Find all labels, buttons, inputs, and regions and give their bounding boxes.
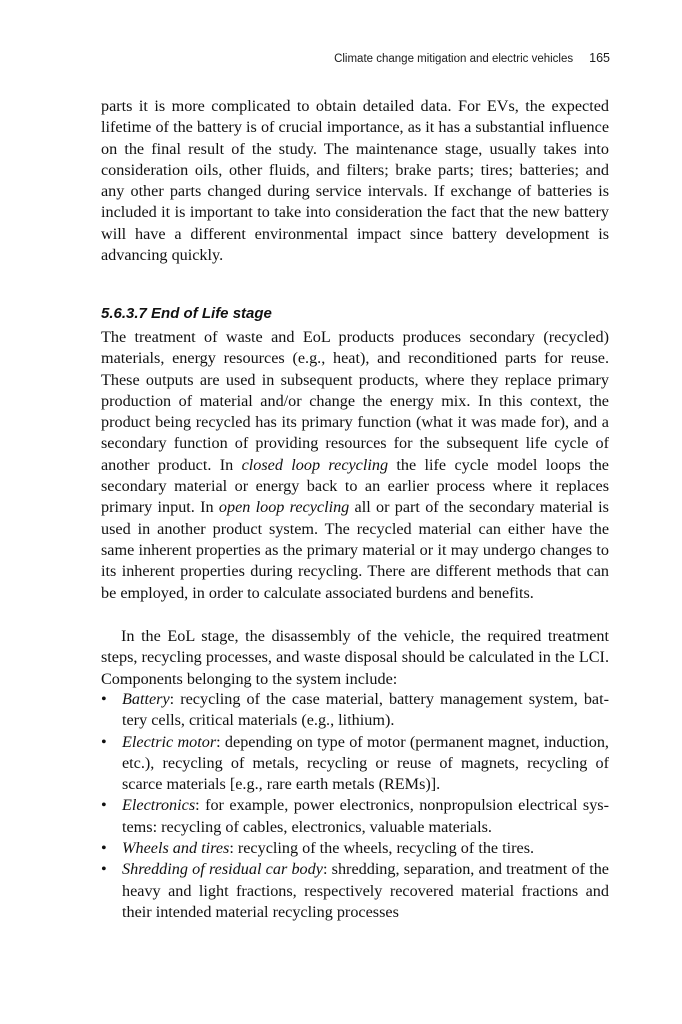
- list-item: [101, 859, 609, 923]
- bullet-icon: •: [101, 732, 107, 751]
- list-item-term: Shredding of residual car body: [122, 860, 323, 879]
- paragraph-text: all or part of the secondary material is used in another product system. The recycled material can either have the same inherent properties as the primary material or it may undergo changes to its inherent properties during recycling. There are different methods that can be employed, in order to calculate associated burdens and benefits.: [101, 498, 609, 602]
- paragraph-text: the life cycle model loops the secondary material or energy back to an earlier process where it replaces primary input. In: [101, 455, 609, 517]
- running-header: [334, 51, 610, 65]
- paragraph-eol-intro: [101, 327, 609, 604]
- list-item: [101, 795, 609, 838]
- running-title: Climate change mitigation and electric vehicles: [334, 53, 574, 65]
- list-item-term: Electronics: [122, 796, 196, 815]
- paragraph-maintenance: parts it is more complicated to obtain detailed data. For EVs, the expected lifetime of the battery is of crucial importance, as it has a substantial influence on the final result of the study. The maintenance stage, usually takes into consideration oils, other fluids, and filters; brake parts; tires; batteries; and any other parts changed during service intervals. If exchange of batteries is included it is important to take into consideration the fact that the new battery will have a different environmental impact since battery development is advancing quickly.: [101, 97, 609, 265]
- paragraph-eol-stage: [101, 626, 609, 690]
- list-item: [101, 732, 609, 796]
- list-item-text: : recycling of the case material, battery management system, battery cells, critical materials (e.g., lithium).: [122, 690, 609, 730]
- list-item: [101, 689, 609, 732]
- bullet-icon: •: [101, 690, 107, 708]
- section-heading: 5.6.3.7 End of Life stage: [101, 305, 272, 322]
- paragraph-text: In the EoL stage, the disassembly of the vehicle, the required treatment steps, recycling processes, and waste disposal should be calculated in the LCI. Components belonging to the system include:: [101, 627, 609, 688]
- list-item-term: Electric motor: [122, 732, 217, 751]
- list-item-term: Battery: [122, 690, 170, 708]
- list-item-text: : for example, power electronics, nonpropulsion electrical systems: recycling of cables, electronics, valuable materials.: [122, 796, 609, 836]
- page-number: 165: [589, 51, 610, 65]
- bullet-icon: •: [101, 860, 107, 879]
- bullet-icon: •: [101, 839, 107, 858]
- list-item-term: Wheels and tires: [122, 839, 230, 858]
- list-item-text: : recycling of the wheels, recycling of the tires.: [229, 839, 535, 858]
- paragraph-text: The treatment of waste and EoL products produces secondary (recycled) materials, energy resources (e.g., heat), and reconditioned parts for reuse. These outputs are used in subsequent products, where they replace primary production of material and/or change the energy mix. In this context, the product being recycled has its primary function (what it was made for), and a secondary function of providing resources for the subsequent life cycle of another product. In: [101, 328, 609, 474]
- list-item: [101, 838, 609, 859]
- list-item-text: : depending on type of motor (permanent magnet, induction, etc.), recycling of metals, recycling or reuse of magnets, recycling of scarce materials [e.g., rare earth metals (REMs)].: [122, 732, 609, 794]
- term-closed-loop: closed loop recycling: [241, 455, 389, 474]
- bullet-icon: •: [101, 796, 107, 815]
- component-list: [101, 689, 609, 923]
- term-open-loop: open loop recycling: [218, 498, 350, 517]
- list-item-text: : shredding, separation, and treatment of the heavy and light fractions, respectively recovered material fractions and their intended material recycling processes: [122, 860, 609, 921]
